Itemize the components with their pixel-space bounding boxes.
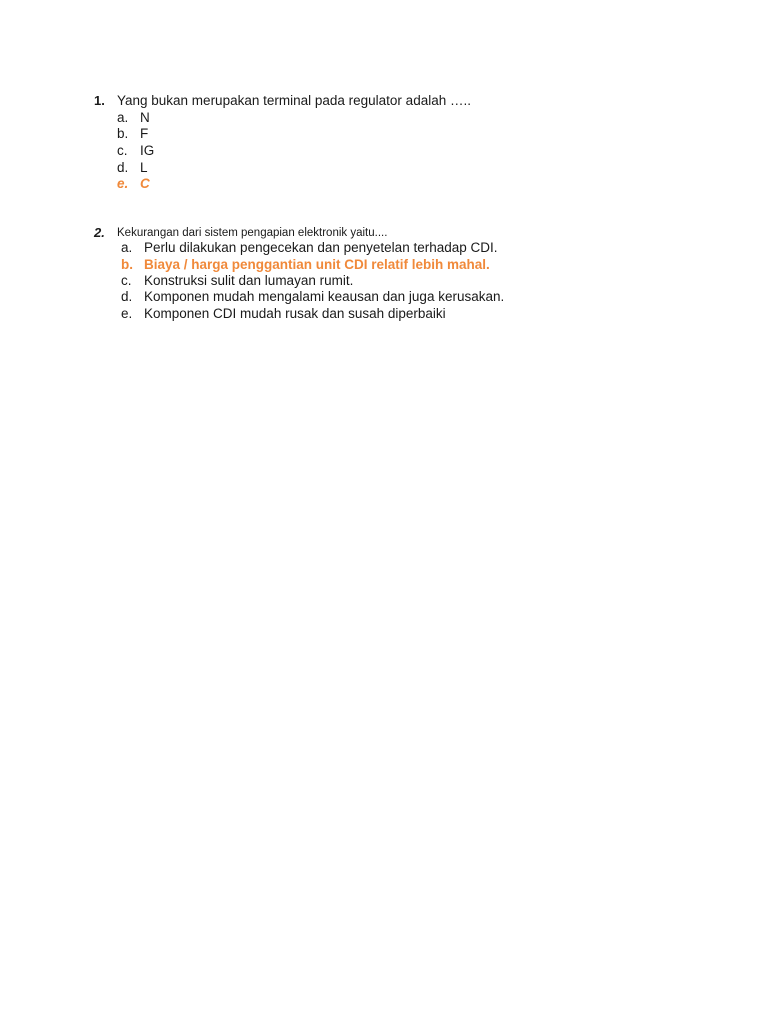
option-text: C bbox=[140, 176, 150, 191]
option-letter: e. bbox=[121, 306, 133, 321]
question-number: 2. bbox=[94, 225, 105, 240]
question-text: Yang bukan merupakan terminal pada regulator adalah ….. bbox=[117, 93, 471, 108]
option-text: Biaya / harga penggantian unit CDI relatif lebih mahal. bbox=[144, 257, 490, 272]
option-letter: c. bbox=[117, 143, 128, 158]
option-text: L bbox=[140, 160, 148, 175]
option-letter: b. bbox=[117, 126, 129, 141]
option-text: N bbox=[140, 110, 150, 125]
option-letter: a. bbox=[117, 110, 129, 125]
option-text: Komponen CDI mudah rusak dan susah diperbaiki bbox=[144, 306, 446, 321]
option-letter: a. bbox=[121, 240, 133, 255]
option-letter: e. bbox=[117, 176, 129, 191]
option-text: F bbox=[140, 126, 149, 141]
option-text: IG bbox=[140, 143, 155, 158]
question-text: Kekurangan dari sistem pengapian elektronik yaitu.... bbox=[117, 227, 388, 239]
option-text: Komponen mudah mengalami keausan dan juga kerusakan. bbox=[144, 289, 505, 304]
question-number: 1. bbox=[94, 93, 105, 108]
option-letter: d. bbox=[121, 289, 133, 304]
option-text: Perlu dilakukan pengecekan dan penyetelan terhadap CDI. bbox=[144, 240, 498, 255]
option-letter: d. bbox=[117, 160, 129, 175]
option-letter: b. bbox=[121, 257, 133, 272]
option-text: Konstruksi sulit dan lumayan rumit. bbox=[144, 273, 354, 288]
option-letter: c. bbox=[121, 273, 132, 288]
